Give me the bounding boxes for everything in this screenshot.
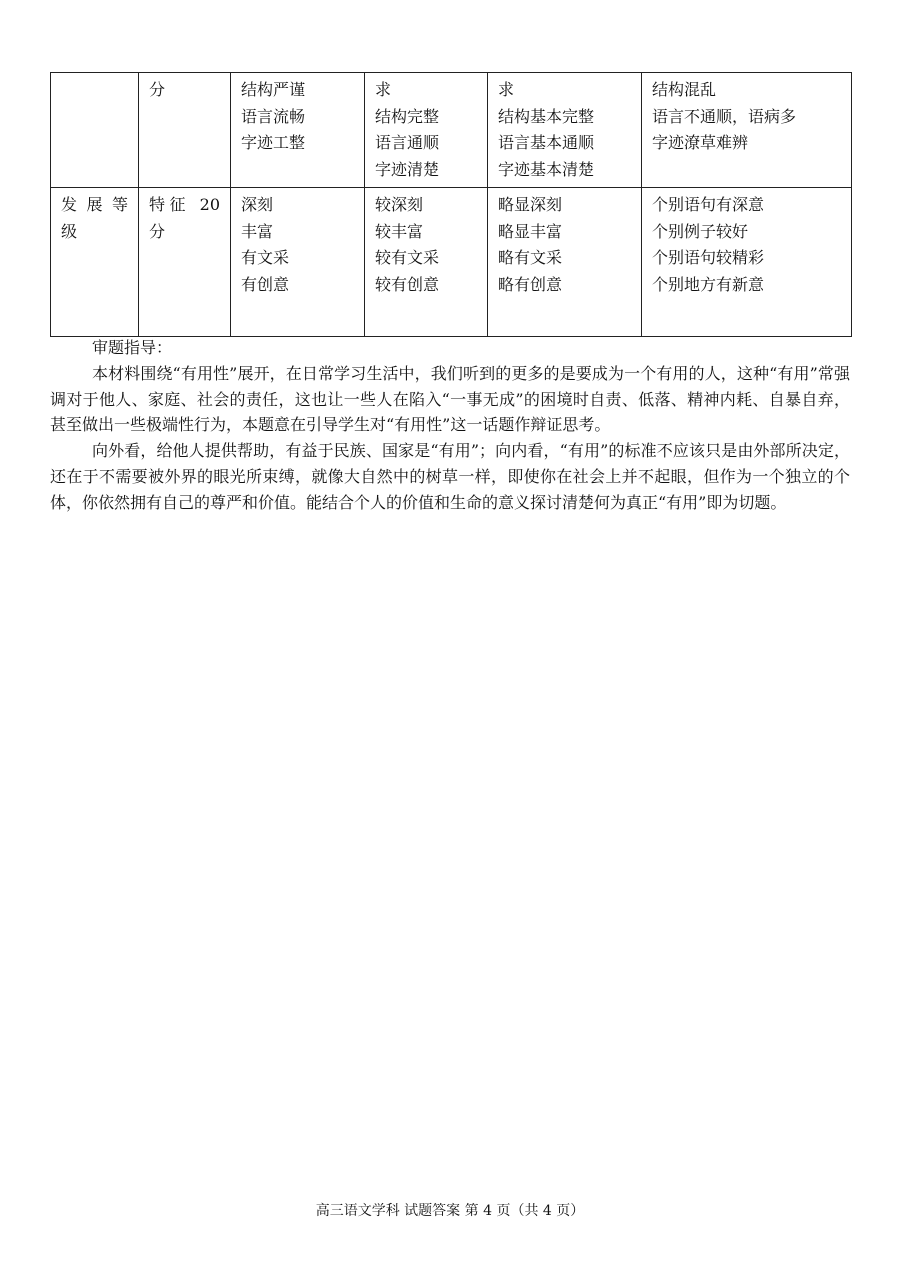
- guidance-heading: 审题指导：: [92, 338, 173, 357]
- rubric-cell-text: 语言流畅: [241, 106, 306, 126]
- rubric-cell-text: 个别语句较精彩: [652, 248, 765, 267]
- rubric-cell-level-2: [365, 188, 488, 337]
- guidance-paragraph: 本材料围绕“有用性”展开，在日常学习生活中，我们听到的更多的是要成为一个有用的人，这种“有用”常强调对于他人、家庭、社会的责任，这也让一些人在陷入“一事无成”的困境时自责、低落、精神内耗、自暴自弃，甚至做出一些极端性行为，本题意在引导学生对“有用性”这一话题作辩证思考。: [50, 363, 850, 435]
- rubric-cell-text: 结构严谨: [241, 80, 306, 99]
- rubric-cell-text: 字迹潦草难辨: [652, 133, 749, 152]
- rubric-cell-level-1: [231, 73, 365, 188]
- rubric-row-basic-level: [51, 73, 852, 188]
- rubric-cell-category: [51, 188, 139, 337]
- rubric-cell-text: 较丰富: [375, 221, 424, 241]
- rubric-cell-text: 字迹工整: [241, 133, 306, 152]
- rubric-cell-text: 结构基本完整: [498, 106, 595, 126]
- rubric-cell-text: 分: [149, 80, 166, 99]
- scoring-rubric-table: [50, 72, 852, 337]
- rubric-cell-text: 深刻: [241, 195, 274, 214]
- rubric-cell-text: 结构混乱: [652, 80, 717, 99]
- rubric-cell-text: 有文采: [241, 248, 290, 267]
- rubric-cell-level-3: [488, 188, 642, 337]
- rubric-cell-text: 语言通顺: [375, 133, 440, 152]
- rubric-cell-text: 字迹清楚: [375, 159, 440, 179]
- guidance-paragraph: 向外看，给他人提供帮助，有益于民族、国家是“有用”；向内看，“有用”的标准不应该只是由外部所决定，还在于不需要被外界的眼光所束缚，就像大自然中的树草一样，即使你在社会上并不起眼，但作为一个独立的个体，你依然拥有自己的尊严和价值。能结合个人的价值和生命的意义探讨清楚何为真正“有用”即为切题。: [50, 441, 850, 512]
- rubric-cell-text: 较有文采: [375, 248, 440, 267]
- rubric-cell-text: 分: [149, 221, 166, 241]
- rubric-cell-category: [51, 73, 139, 188]
- rubric-cell-text: 级: [61, 221, 78, 241]
- rubric-cell-text: 求: [375, 80, 392, 99]
- rubric-cell-text: 特征 20: [149, 195, 220, 214]
- rubric-cell-level-4: [642, 73, 852, 188]
- rubric-cell-text: 语言基本通顺: [498, 133, 595, 152]
- rubric-cell-text: 略有文采: [498, 248, 563, 267]
- rubric-cell-text: 有创意: [241, 274, 290, 294]
- rubric-cell-level-2: [365, 73, 488, 188]
- rubric-cell-text: 个别例子较好: [652, 221, 749, 241]
- rubric-cell-level-4: [642, 188, 852, 337]
- rubric-cell-text: 略有创意: [498, 274, 563, 294]
- rubric-cell-text: 发展等: [61, 195, 128, 214]
- rubric-cell-text: 个别语句有深意: [652, 195, 765, 214]
- rubric-cell-text: 字迹基本清楚: [498, 159, 595, 179]
- rubric-cell-text: 个别地方有新意: [652, 274, 765, 294]
- rubric-cell-text: 求: [498, 80, 515, 99]
- rubric-cell-level-1: [231, 188, 365, 337]
- rubric-cell-level-3: [488, 73, 642, 188]
- rubric-row-development-level: [51, 188, 852, 337]
- topic-guidance: [50, 335, 850, 516]
- rubric-cell-text: 语言不通顺，语病多: [652, 106, 797, 126]
- rubric-cell-text: 丰富: [241, 221, 274, 241]
- rubric-cell-text: 略显深刻: [498, 195, 563, 214]
- rubric-cell-text: 略显丰富: [498, 221, 563, 241]
- rubric-cell-text: 较深刻: [375, 195, 424, 214]
- rubric-cell-text: 较有创意: [375, 274, 440, 294]
- rubric-cell-score: [139, 73, 231, 188]
- rubric-cell-text: 结构完整: [375, 106, 440, 126]
- page-footer: 高三语文学科 试题答案 第 4 页（共 4 页）: [315, 1203, 585, 1219]
- rubric-cell-score: [139, 188, 231, 337]
